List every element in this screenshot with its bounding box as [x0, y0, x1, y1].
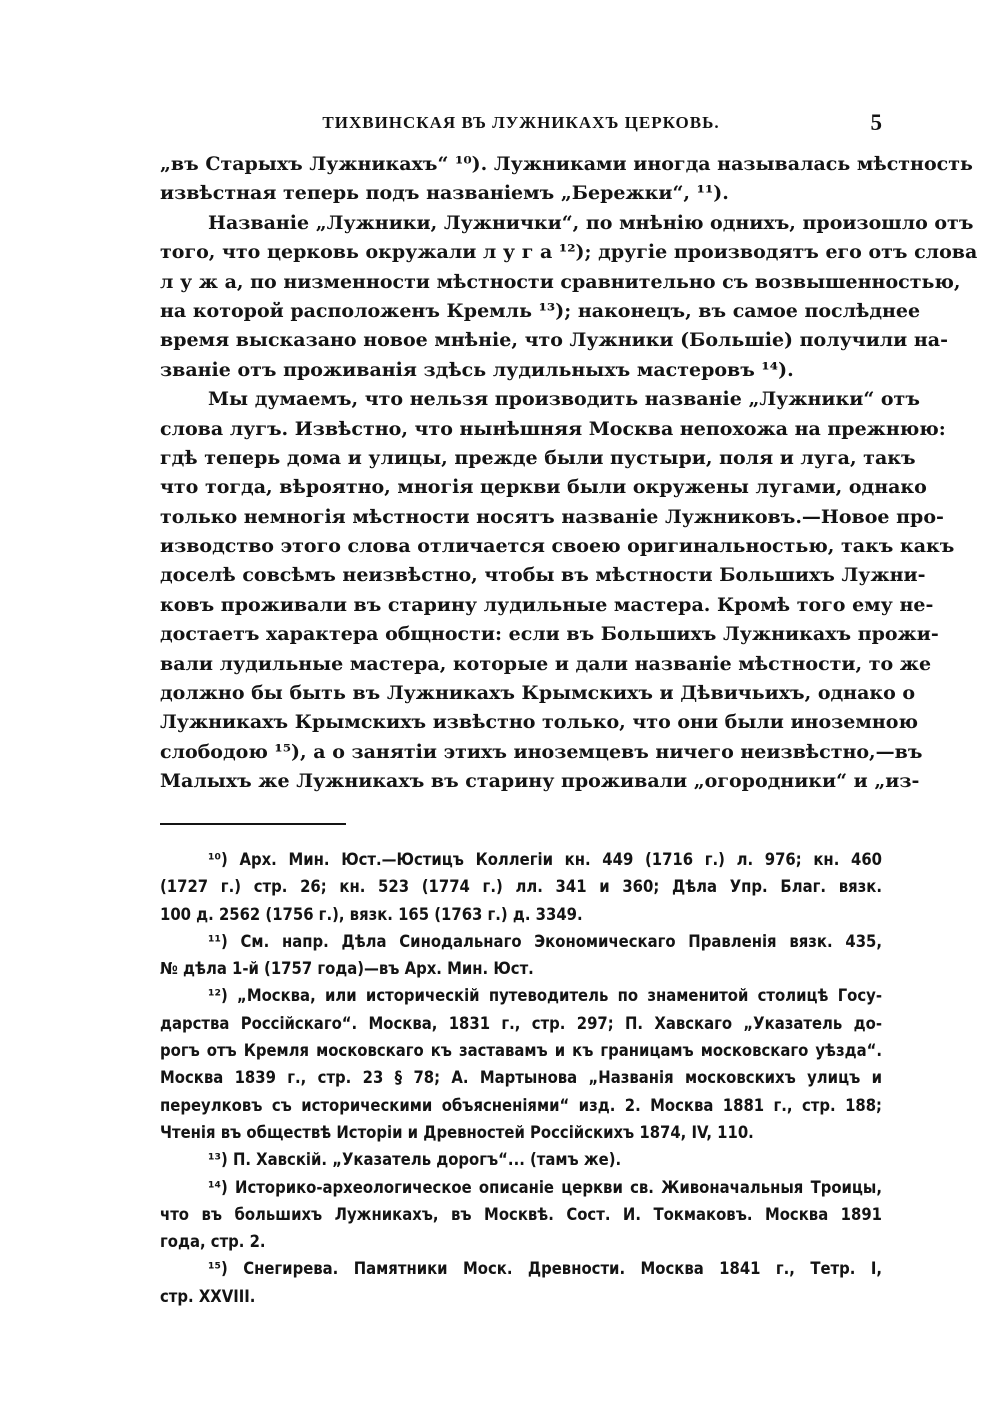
footnote-line: года, стр. 2.: [160, 1232, 266, 1252]
footnote-line: ¹⁰) Арх. Мин. Юст.—Юстицъ Коллегіи кн. 449 (1716 г.) л. 976; кн. 460: [208, 850, 882, 869]
text-line: доселѣ совсѣмъ неизвѣстно, чтобы въ мѣстности Большихъ Лужни-: [160, 564, 926, 587]
text-line: „въ Старыхъ Лужникахъ“ ¹⁰). Лужниками иногда называлась мѣстность: [160, 153, 973, 175]
footnote-line: ¹¹) См. напр. Дѣла Синодальнаго Экономическаго Правленія вязк. 435,: [208, 931, 882, 951]
footnote-line: Чтенія въ обществѣ Исторіи и Древностей Россійскихъ 1874, IV, 110.: [160, 1122, 754, 1142]
footnote-line: № дѣла 1-й (1757 года)—въ Арх. Мин. Юст.: [160, 959, 534, 979]
text-line: Лужникахъ Крымскихъ извѣстно только, что они были иноземною: [160, 711, 918, 734]
footnote-line: ¹⁵) Снегирева. Памятники Моск. Древности. Москва 1841 г., Тетр. I,: [208, 1259, 882, 1279]
text-line: Мы думаемъ, что нельзя производить названіе „Лужники“ отъ: [208, 388, 920, 411]
footnote-line: ¹⁴) Историко-археологическое описаніе церкви св. Живоначальныя Троицы,: [208, 1177, 882, 1197]
footnote-line: рогъ отъ Кремля московскаго къ заставамъ и къ границамъ московскаго уѣзда“.: [160, 1041, 882, 1061]
text-line: должно бы быть въ Лужникахъ Крымскихъ и Дѣвичьихъ, однако о: [160, 682, 916, 705]
footnote-line: 100 д. 2562 (1756 г.), вязк. 165 (1763 г.) д. 3349.: [160, 904, 583, 924]
text-line: Малыхъ же Лужникахъ въ старину проживали „огородники“ и „из-: [160, 770, 920, 793]
text-line: званіе отъ проживанія здѣсь лудильныхъ мастеровъ ¹⁴).: [160, 358, 794, 381]
text-line: л у ж а, по низменности мѣстности сравнительно съ возвышенностью,: [160, 270, 961, 293]
footnotes: [160, 846, 882, 1310]
text-line: что тогда, вѣроятно, многія церкви были окружены лугами, однако: [160, 476, 927, 499]
footnote-line: ¹³) П. Хавскій. „Указатель дорогъ“... (тамъ же).: [208, 1150, 622, 1170]
text-line: извѣстная теперь подъ названіемъ „Бережки“, ¹¹).: [160, 182, 729, 205]
footnote-line: (1727 г.) стр. 26; кн. 523 (1774 г.) лл. 341 и 360; Дѣла Упр. Благ. вязк.: [160, 877, 882, 897]
text-line: достаетъ характера общности: если въ Большихъ Лужникахъ прожи-: [160, 623, 939, 646]
footnote-line: дарства Россійскаго“. Москва, 1831 г., стр. 297; П. Хавскаго „Указатель до-: [160, 1013, 882, 1033]
text-line: время высказано новое мнѣніе, что Лужники (Большіе) получили на-: [160, 329, 948, 352]
text-line: слова лугъ. Извѣстно, что нынѣшняя Москва непохожа на прежнюю:: [160, 417, 946, 440]
footnote-separator: [160, 823, 346, 825]
footnote-line: ¹²) „Москва, или историческій путеводитель по знаменитой столицѣ Госу-: [208, 986, 882, 1006]
text-line: изводство этого слова отличается своею оригинальностью, такъ какъ: [160, 535, 955, 558]
text-line: гдѣ теперь дома и улицы, прежде были пустыри, поля и луга, такъ: [160, 446, 916, 469]
footnote-line: стр. XXVIII.: [160, 1286, 256, 1306]
page-header: [160, 108, 882, 138]
text-line: того, что церковь окружали л у г а ¹²); другіе производятъ его отъ слова: [160, 241, 978, 264]
footnote-line: что въ большихъ Лужникахъ, въ Москвѣ. Сост. И. Токмаковъ. Москва 1891: [160, 1204, 882, 1224]
footnote-line: переулковъ съ историческими объясненіями“ изд. 2. Москва 1881 г., стр. 188;: [160, 1095, 882, 1115]
footnote-line: Москва 1839 г., стр. 23 § 78; А. Мартынова „Названія московскихъ улицъ и: [160, 1068, 882, 1088]
text-line: слободою ¹⁵), а о занятіи этихъ иноземцевъ ничего неизвѣстно,—въ: [160, 740, 923, 763]
text-line: Названіе „Лужники, Лужнички“, по мнѣнію однихъ, произошло отъ: [208, 211, 974, 234]
text-line: на которой расположенъ Кремль ¹³); наконецъ, въ самое послѣднее: [160, 299, 921, 322]
text-line: только немногія мѣстности носятъ названіе Лужниковъ.—Новое про-: [160, 505, 944, 528]
text-line: вали лудильные мастера, которые и дали названіе мѣстности, то же: [160, 652, 932, 675]
text-line: ковъ проживали въ старину лудильные мастера. Кромѣ того ему не-: [160, 593, 934, 616]
main-text: [160, 150, 978, 797]
page-number: 5: [870, 110, 882, 135]
running-title: ТИХВИНСКАЯ ВЪ ЛУЖНИКАХЪ ЦЕРКОВЬ.: [322, 113, 720, 132]
